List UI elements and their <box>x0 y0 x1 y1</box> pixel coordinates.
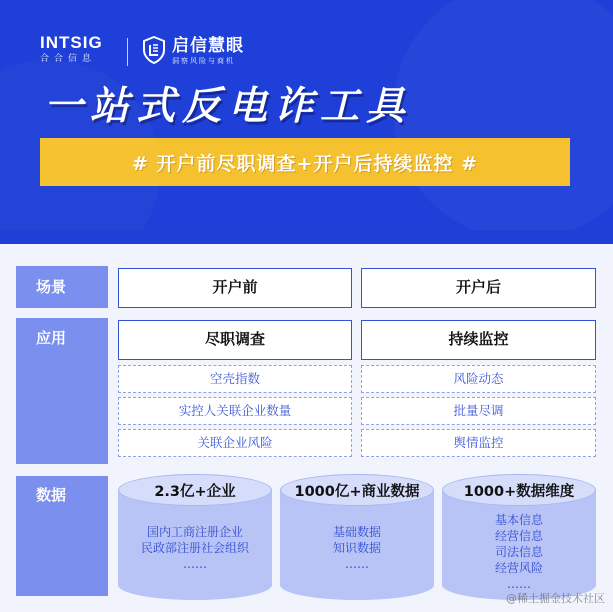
qixin-logo <box>172 36 244 66</box>
cylinder-item: 司法信息 <box>494 545 543 559</box>
intsig-logo <box>40 34 103 66</box>
cylinder-item: …… <box>183 557 207 571</box>
row-label-app: 应用 <box>16 318 108 464</box>
cylinder-title: 1000+数据维度 <box>463 484 575 500</box>
cylinder-item: 基本信息 <box>494 513 543 527</box>
row-label-scene: 场景 <box>16 266 108 308</box>
app-due-diligence: 尽职调查 <box>118 320 352 360</box>
shield-logo-icon <box>142 36 166 64</box>
cylinder-item: 国内工商注册企业 <box>146 525 243 539</box>
brand2-name: 启信慧眼 <box>172 36 244 56</box>
row-label-data: 数据 <box>16 476 108 596</box>
cylinder-item: 知识数据 <box>332 541 381 555</box>
feature-item: 实控人关联企业数量 <box>118 397 352 425</box>
feature-item: 风险动态 <box>361 365 596 393</box>
cylinder-item: …… <box>507 577 531 591</box>
feature-item: 批量尽调 <box>361 397 596 425</box>
cylinder-title: 1000亿+商业数据 <box>294 484 420 500</box>
cylinder-title: 2.3亿+企业 <box>154 484 236 500</box>
subtitle-text: # 开户前尽职调查+开户后持续监控 # <box>132 152 478 175</box>
cylinder-item: 经营信息 <box>494 529 543 543</box>
cylinder-items <box>442 512 596 592</box>
cylinder-items <box>280 524 434 572</box>
scene-after: 开户后 <box>361 268 596 308</box>
cylinder-item: 民政部注册社会组织 <box>140 541 249 555</box>
page-title: 一站式反电诈工具 <box>44 84 413 129</box>
feature-item: 舆情监控 <box>361 429 596 457</box>
data-cylinder-enterprises <box>118 474 272 600</box>
brand-cn: 合合信息 <box>40 54 97 64</box>
cylinder-item: …… <box>345 557 369 571</box>
data-cylinder-business-data <box>280 474 434 600</box>
cylinder-item: 经营风险 <box>494 561 543 575</box>
feature-item: 空壳指数 <box>118 365 352 393</box>
data-cylinder-dimensions <box>442 474 596 600</box>
scene-before: 开户前 <box>118 268 352 308</box>
brand2-tagline: 洞察风险与商机 <box>172 57 235 65</box>
cylinder-item: 基础数据 <box>332 525 381 539</box>
feature-item: 关联企业风险 <box>118 429 352 457</box>
header-banner <box>0 0 613 230</box>
cylinder-items <box>118 524 272 572</box>
watermark: @稀土掘金技术社区 <box>506 592 605 605</box>
app-monitoring: 持续监控 <box>361 320 596 360</box>
subtitle-bar <box>40 138 570 186</box>
brand-en: INTSIG <box>40 33 103 52</box>
brand-divider <box>127 38 128 66</box>
